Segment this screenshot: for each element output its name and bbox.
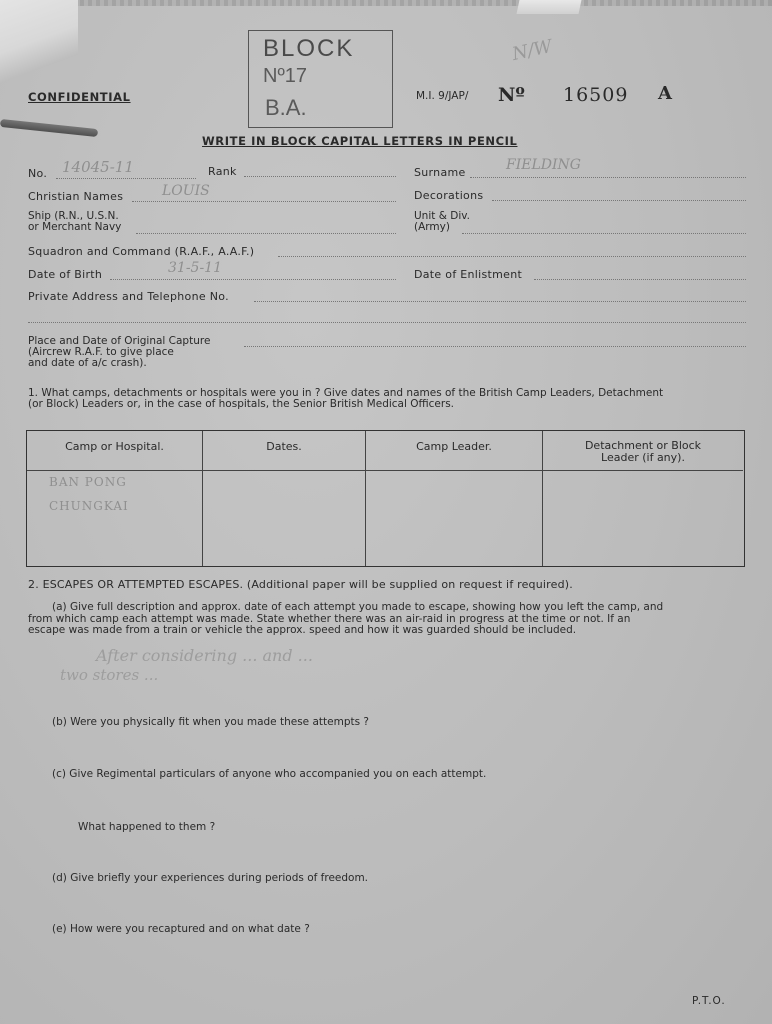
dob-line <box>110 279 396 280</box>
detachment-column-header <box>543 431 743 471</box>
pin-mark <box>0 119 98 137</box>
camp-entry: CHUNGKAI <box>49 499 129 513</box>
unit-label-1: Unit & Div. <box>414 210 470 222</box>
camps-column <box>27 431 203 566</box>
camps-table <box>26 430 745 567</box>
question-1-line-1: 1. What camps, detachments or hospitals were you in ? Give dates and names of the British Camp Leaders, Detachment <box>28 387 664 399</box>
christian-names-line <box>132 201 396 202</box>
stamp-line-3: B.A. <box>265 95 307 120</box>
camp-leader-column <box>366 431 543 566</box>
question-1-line-2: (or Block) Leaders or, in the case of hospitals, the Senior British Medical Officers. <box>28 398 455 410</box>
no-line <box>56 178 196 179</box>
christian-names-value: LOUIS <box>162 183 210 199</box>
detachment-column <box>543 431 743 566</box>
christian-names-label: Christian Names <box>28 190 124 203</box>
torn-corner <box>0 0 78 90</box>
question-2a-answer-1: After considering ... and ... <box>96 646 313 665</box>
question-2a-line-3: escape was made from a train or vehicle the approx. speed and how it was guarded should be included. <box>28 624 577 636</box>
question-2b: (b) Were you physically fit when you made these attempts ? <box>52 716 369 728</box>
question-2a-line-1: (a) Give full description and approx. date of each attempt you made to escape, showing how you left the camp, and <box>52 601 664 613</box>
capture-label-2: (Aircrew R.A.F. to give place <box>28 346 174 358</box>
block-stamp <box>248 30 393 128</box>
ship-label-2: or Merchant Navy <box>28 221 122 233</box>
enlistment-line <box>534 279 746 280</box>
surname-value: FIELDING <box>506 157 581 173</box>
question-2e: (e) How were you recaptured and on what date ? <box>52 923 310 935</box>
question-2a-answer-2: two stores ... <box>60 666 159 684</box>
decorations-line <box>492 200 746 201</box>
question-2a-line-2: from which camp each attempt was made. State whether there was an air-raid in progress at the time or not. If an <box>28 613 631 625</box>
reference-no-label: Nº <box>498 84 525 106</box>
instruction-heading: WRITE IN BLOCK CAPITAL LETTERS IN PENCIL <box>202 134 518 148</box>
rank-label: Rank <box>208 165 237 178</box>
rank-line <box>244 176 396 177</box>
capture-line <box>244 346 746 347</box>
ship-line <box>136 233 396 234</box>
squadron-line <box>278 256 746 257</box>
surname-label: Surname <box>414 166 466 179</box>
capture-label-1: Place and Date of Original Capture <box>28 335 211 347</box>
corner-mark: N/W <box>510 36 555 65</box>
address-line-1 <box>254 301 746 302</box>
reference-suffix: A <box>658 83 672 104</box>
dates-column-header: Dates. <box>203 431 365 471</box>
address-line-2 <box>28 322 746 323</box>
page-edge <box>0 0 772 6</box>
pto-label: P.T.O. <box>692 995 726 1007</box>
detachment-header-line-1: Detachment or Block <box>584 439 702 452</box>
confidential-label: CONFIDENTIAL <box>28 90 131 104</box>
camp-entry: BAN PONG <box>49 475 127 489</box>
squadron-label: Squadron and Command (R.A.F., A.A.F.) <box>28 245 255 258</box>
unit-line <box>462 233 746 234</box>
question-2-title: 2. ESCAPES OR ATTEMPTED ESCAPES. (Additional paper will be supplied on request if required). <box>28 578 573 591</box>
stamp-line-2: Nº17 <box>263 65 307 87</box>
no-value: 14045-11 <box>62 158 134 176</box>
decorations-label: Decorations <box>414 189 484 202</box>
reference-prefix: M.I. 9/JAP/ <box>416 90 469 102</box>
question-2d: (d) Give briefly your experiences during periods of freedom. <box>52 872 369 884</box>
dob-label: Date of Birth <box>28 268 103 281</box>
torn-paper-fragment <box>517 0 582 14</box>
question-2c: (c) Give Regimental particulars of anyone who accompanied you on each attempt. <box>52 768 487 780</box>
capture-label-3: and date of a/c crash). <box>28 357 147 369</box>
dob-value: 31-5-11 <box>168 260 222 276</box>
camp-leader-column-header: Camp Leader. <box>366 431 542 471</box>
enlistment-label: Date of Enlistment <box>414 268 523 281</box>
camps-column-header: Camp or Hospital. <box>27 431 202 471</box>
no-label: No. <box>28 167 48 180</box>
address-label: Private Address and Telephone No. <box>28 290 229 303</box>
surname-line <box>470 177 746 178</box>
question-2c-followup: What happened to them ? <box>78 821 216 833</box>
ship-label-1: Ship (R.N., U.S.N. <box>28 210 119 222</box>
detachment-header-line-2: Leader (if any). <box>601 451 685 464</box>
dates-column <box>203 431 366 566</box>
reference-number: 16509 <box>563 84 629 106</box>
stamp-line-1: BLOCK <box>263 35 355 62</box>
unit-label-2: (Army) <box>414 221 450 233</box>
